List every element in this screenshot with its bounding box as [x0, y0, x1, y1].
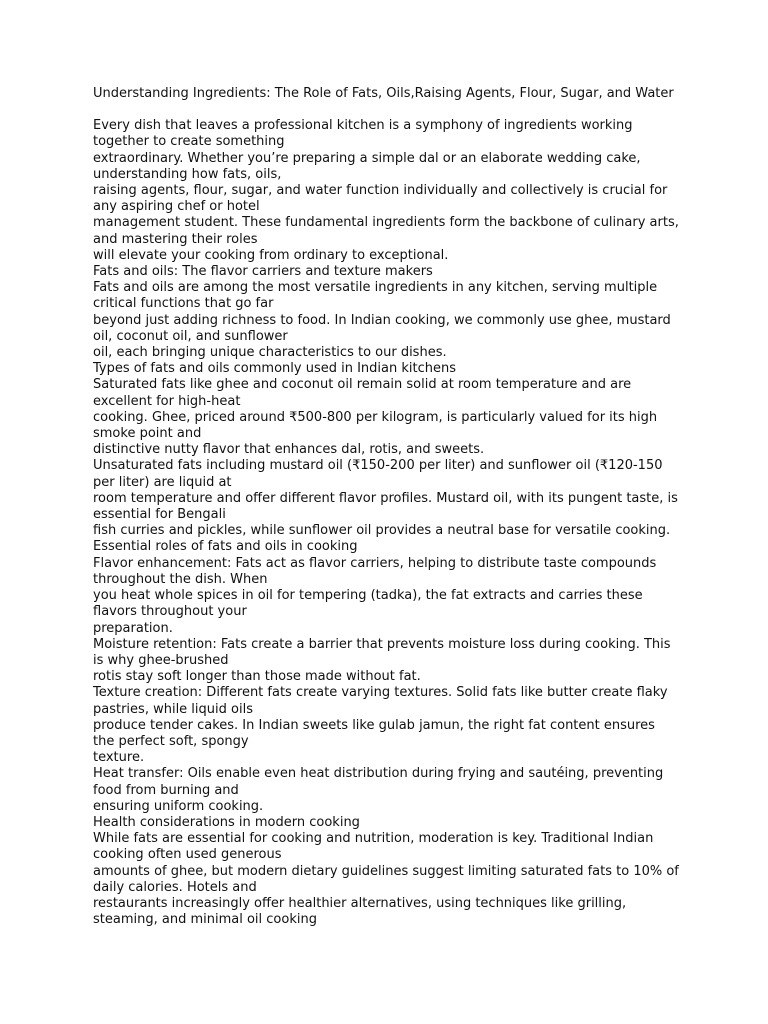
document-body: [93, 118, 693, 928]
body-text-line: flavors throughout your: [93, 604, 247, 620]
body-text-line: oil, each bringing unique characteristics to our dishes.: [93, 345, 447, 361]
body-text-line: Saturated fats like ghee and coconut oil remain solid at room temperature and are: [93, 377, 632, 393]
body-text-line: rotis stay soft longer than those made without fat.: [93, 669, 421, 685]
body-text-line: management student. These fundamental ingredients form the backbone of culinary arts,: [93, 215, 679, 231]
body-text-line: extraordinary. Whether you’re preparing a simple dal or an elaborate wedding cake,: [93, 150, 641, 166]
body-text-line: any aspiring chef or hotel: [93, 199, 260, 215]
body-text-line: Heat transfer: Oils enable even heat distribution during frying and sautéing, preventing: [93, 766, 664, 782]
body-text-line: Essential roles of fats and oils in cooking: [93, 539, 358, 555]
body-text-line: Health considerations in modern cooking: [93, 814, 360, 830]
body-text-line: Texture creation: Different fats create varying textures. Solid fats like butter create flaky: [93, 685, 668, 701]
body-text-line: produce tender cakes. In Indian sweets like gulab jamun, the right fat content ensures: [93, 717, 655, 733]
body-text-line: fish curries and pickles, while sunflower oil provides a neutral base for versatile cooking.: [93, 523, 671, 539]
body-text-line: throughout the dish. When: [93, 571, 268, 587]
body-text-line: texture.: [93, 750, 145, 766]
body-text-line: per liter) are liquid at: [93, 474, 232, 490]
body-text-line: room temperature and offer different flavor profiles. Mustard oil, with its pungent taste, is: [93, 490, 678, 506]
body-text-line: cooking. Ghee, priced around ₹500-800 per kilogram, is particularly valued for its high: [93, 409, 658, 425]
body-text-line: will elevate your cooking from ordinary to exceptional.: [93, 247, 449, 263]
body-text-line: raising agents, flour, sugar, and water function individually and collectively is crucial for: [93, 183, 668, 199]
body-text-line: amounts of ghee, but modern dietary guidelines suggest limiting saturated fats to 10% of: [93, 863, 679, 879]
body-text-line: Fats and oils: The flavor carriers and texture makers: [93, 264, 433, 280]
body-text-line: Every dish that leaves a professional kitchen is a symphony of ingredients working: [93, 118, 633, 134]
body-text-line: food from burning and: [93, 782, 239, 798]
body-text-line: Flavor enhancement: Fats act as flavor carriers, helping to distribute taste compounds: [93, 555, 657, 571]
body-text-line: Unsaturated fats including mustard oil (₹150-200 per liter) and sunflower oil (₹120-150: [93, 458, 663, 474]
body-text-line: cooking often used generous: [93, 847, 282, 863]
document-title: Understanding Ingredients: The Role of Fats, Oils,Raising Agents, Flour, Sugar, and Water: [93, 86, 674, 101]
body-text-line: Moisture retention: Fats create a barrier that prevents moisture loss during cooking. This: [93, 636, 671, 652]
body-text-line: you heat whole spices in oil for tempering (tadka), the fat extracts and carries these: [93, 588, 643, 604]
body-text-line: Fats and oils are among the most versatile ingredients in any kitchen, serving multiple: [93, 280, 658, 296]
body-text-line: pastries, while liquid oils: [93, 701, 253, 717]
body-text-line: and mastering their roles: [93, 231, 258, 247]
body-text-line: distinctive nutty flavor that enhances dal, rotis, and sweets.: [93, 442, 485, 458]
body-text-line: understanding how fats, oils,: [93, 166, 282, 182]
body-text-line: the perfect soft, spongy: [93, 733, 249, 749]
body-text-line: is why ghee-brushed: [93, 652, 229, 668]
body-text-line: daily calories. Hotels and: [93, 879, 257, 895]
body-text-line: Types of fats and oils commonly used in Indian kitchens: [93, 361, 456, 377]
body-text-line: steaming, and minimal oil cooking: [93, 912, 317, 928]
body-text-line: essential for Bengali: [93, 507, 226, 523]
document-page: [93, 86, 693, 928]
body-text-line: critical functions that go far: [93, 296, 274, 312]
body-text-line: excellent for high-heat: [93, 393, 241, 409]
body-text-line: beyond just adding richness to food. In Indian cooking, we commonly use ghee, mustard: [93, 312, 671, 328]
body-text-line: restaurants increasingly offer healthier alternatives, using techniques like grilling,: [93, 895, 627, 911]
body-text-line: smoke point and: [93, 426, 202, 442]
body-text-line: While fats are essential for cooking and nutrition, moderation is key. Traditional Indian: [93, 831, 654, 847]
body-text-line: preparation.: [93, 620, 173, 636]
body-text-line: together to create something: [93, 134, 285, 150]
body-text-line: ensuring uniform cooking.: [93, 798, 264, 814]
body-text-line: oil, coconut oil, and sunflower: [93, 328, 288, 344]
